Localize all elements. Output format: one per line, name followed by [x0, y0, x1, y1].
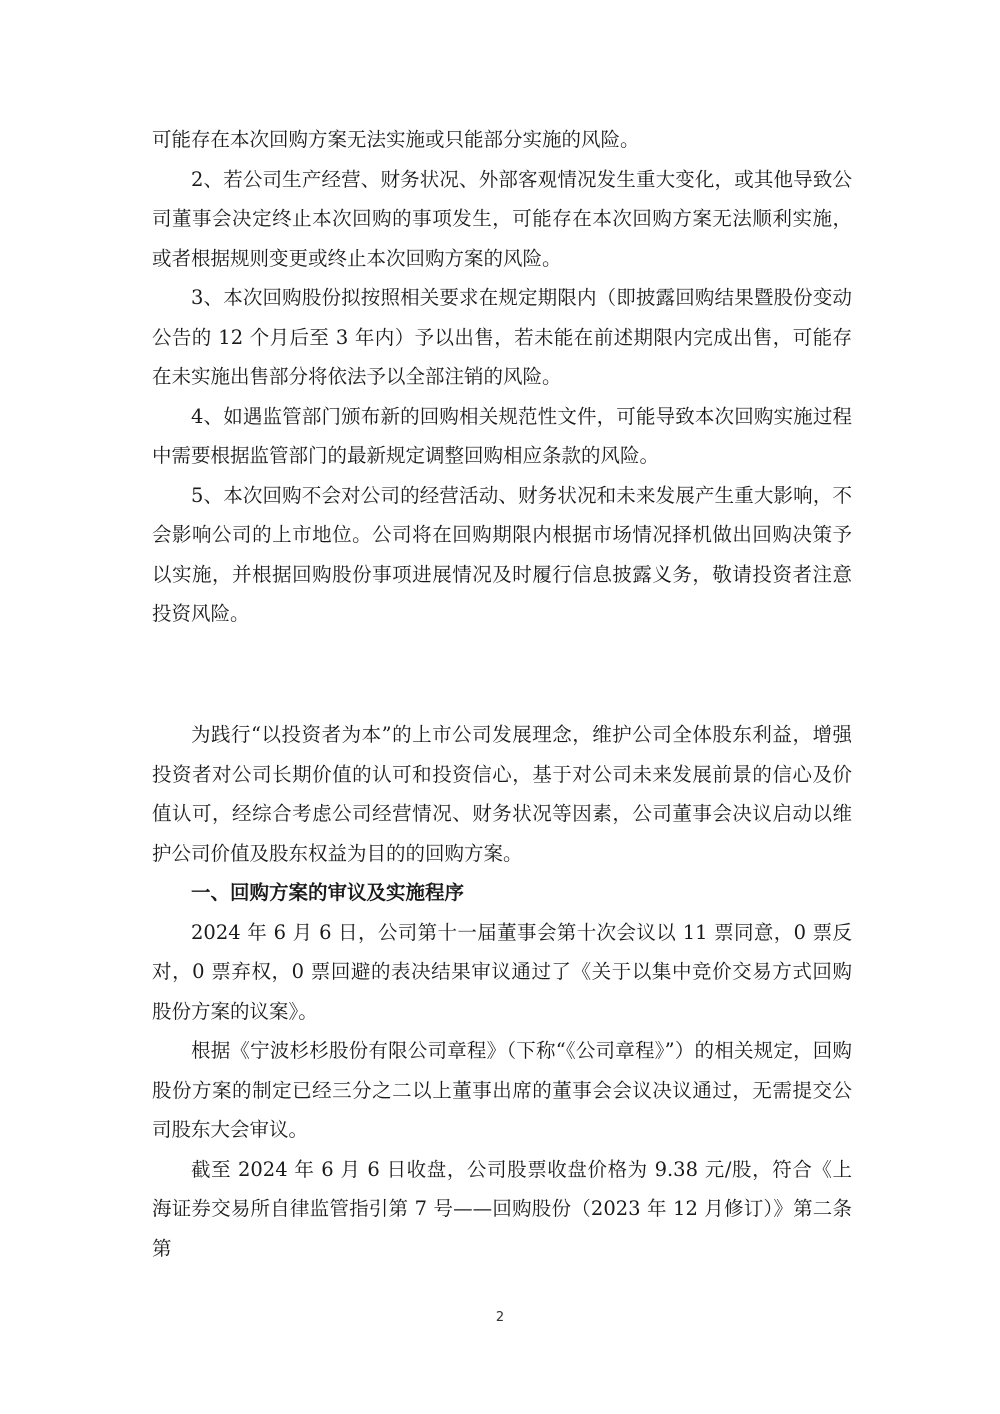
- main-section: [152, 715, 852, 1268]
- section-heading-review-procedure: 一、回购方案的审议及实施程序: [191, 881, 465, 904]
- risk-section: [152, 120, 852, 634]
- risk-item-2: 2、若公司生产经营、财务状况、外部客观情况发生重大变化，或其他导致公司董事会决定终止本次回购的事项发生，可能存在本次回购方案无法顺利实施，或者根据规则变更或终止本次回购方案的风险。: [152, 167, 852, 270]
- intro-paragraph: 为践行“以投资者为本”的上市公司发展理念，维护公司全体股东利益，增强投资者对公司长期价值的认可和投资信心，基于对公司未来发展前景的信心及价值认可，经综合考虑公司经营情况、财务状况等因素，公司董事会决议启动以维护公司价值及股东权益为目的的回购方案。: [152, 723, 852, 865]
- articles-paragraph: 根据《宁波杉杉股份有限公司章程》（下称“《公司章程》”）的相关规定，回购股份方案的制定已经三分之二以上董事出席的董事会会议决议通过，无需提交公司股东大会审议。: [152, 1039, 852, 1141]
- page-number: 2: [495, 1310, 505, 1325]
- risk-item-3: 3、本次回购股份拟按照相关要求在规定期限内（即披露回购结果暨股份变动公告的 12 个月后至 3 年内）予以出售，若未能在前述期限内完成出售，可能存在未实施出售部分将依法予以全部注销的风险。: [152, 286, 852, 388]
- risk-item-5: 5、本次回购不会对公司的经营活动、财务状况和未来发展产生重大影响，不会影响公司的上市地位。公司将在回购期限内根据市场情况择机做出回购决策予以实施，并根据回购股份事项进展情况及时履行信息披露义务，敬请投资者注意投资风险。: [152, 483, 852, 625]
- risk-item-4: 4、如遇监管部门颁布新的回购相关规范性文件，可能导致本次回购实施过程中需要根据监管部门的最新规定调整回购相应条款的风险。: [152, 404, 852, 467]
- board-meeting-paragraph: 2024 年 6 月 6 日，公司第十一届董事会第十次会议以 11 票同意，0 票反对，0 票弃权，0 票回避的表决结果审议通过了《关于以集中竞价交易方式回购股份方案的议案》。: [152, 920, 852, 1023]
- closing-price-paragraph: 截至 2024 年 6 月 6 日收盘，公司股票收盘价格为 9.38 元/股，符合《上海证券交易所自律监管指引第 7 号——回购股份（2023 年 12 月修订）》第二条第: [152, 1157, 852, 1260]
- risk-continuation-paragraph: 可能存在本次回购方案无法实施或只能部分实施的风险。: [152, 128, 640, 151]
